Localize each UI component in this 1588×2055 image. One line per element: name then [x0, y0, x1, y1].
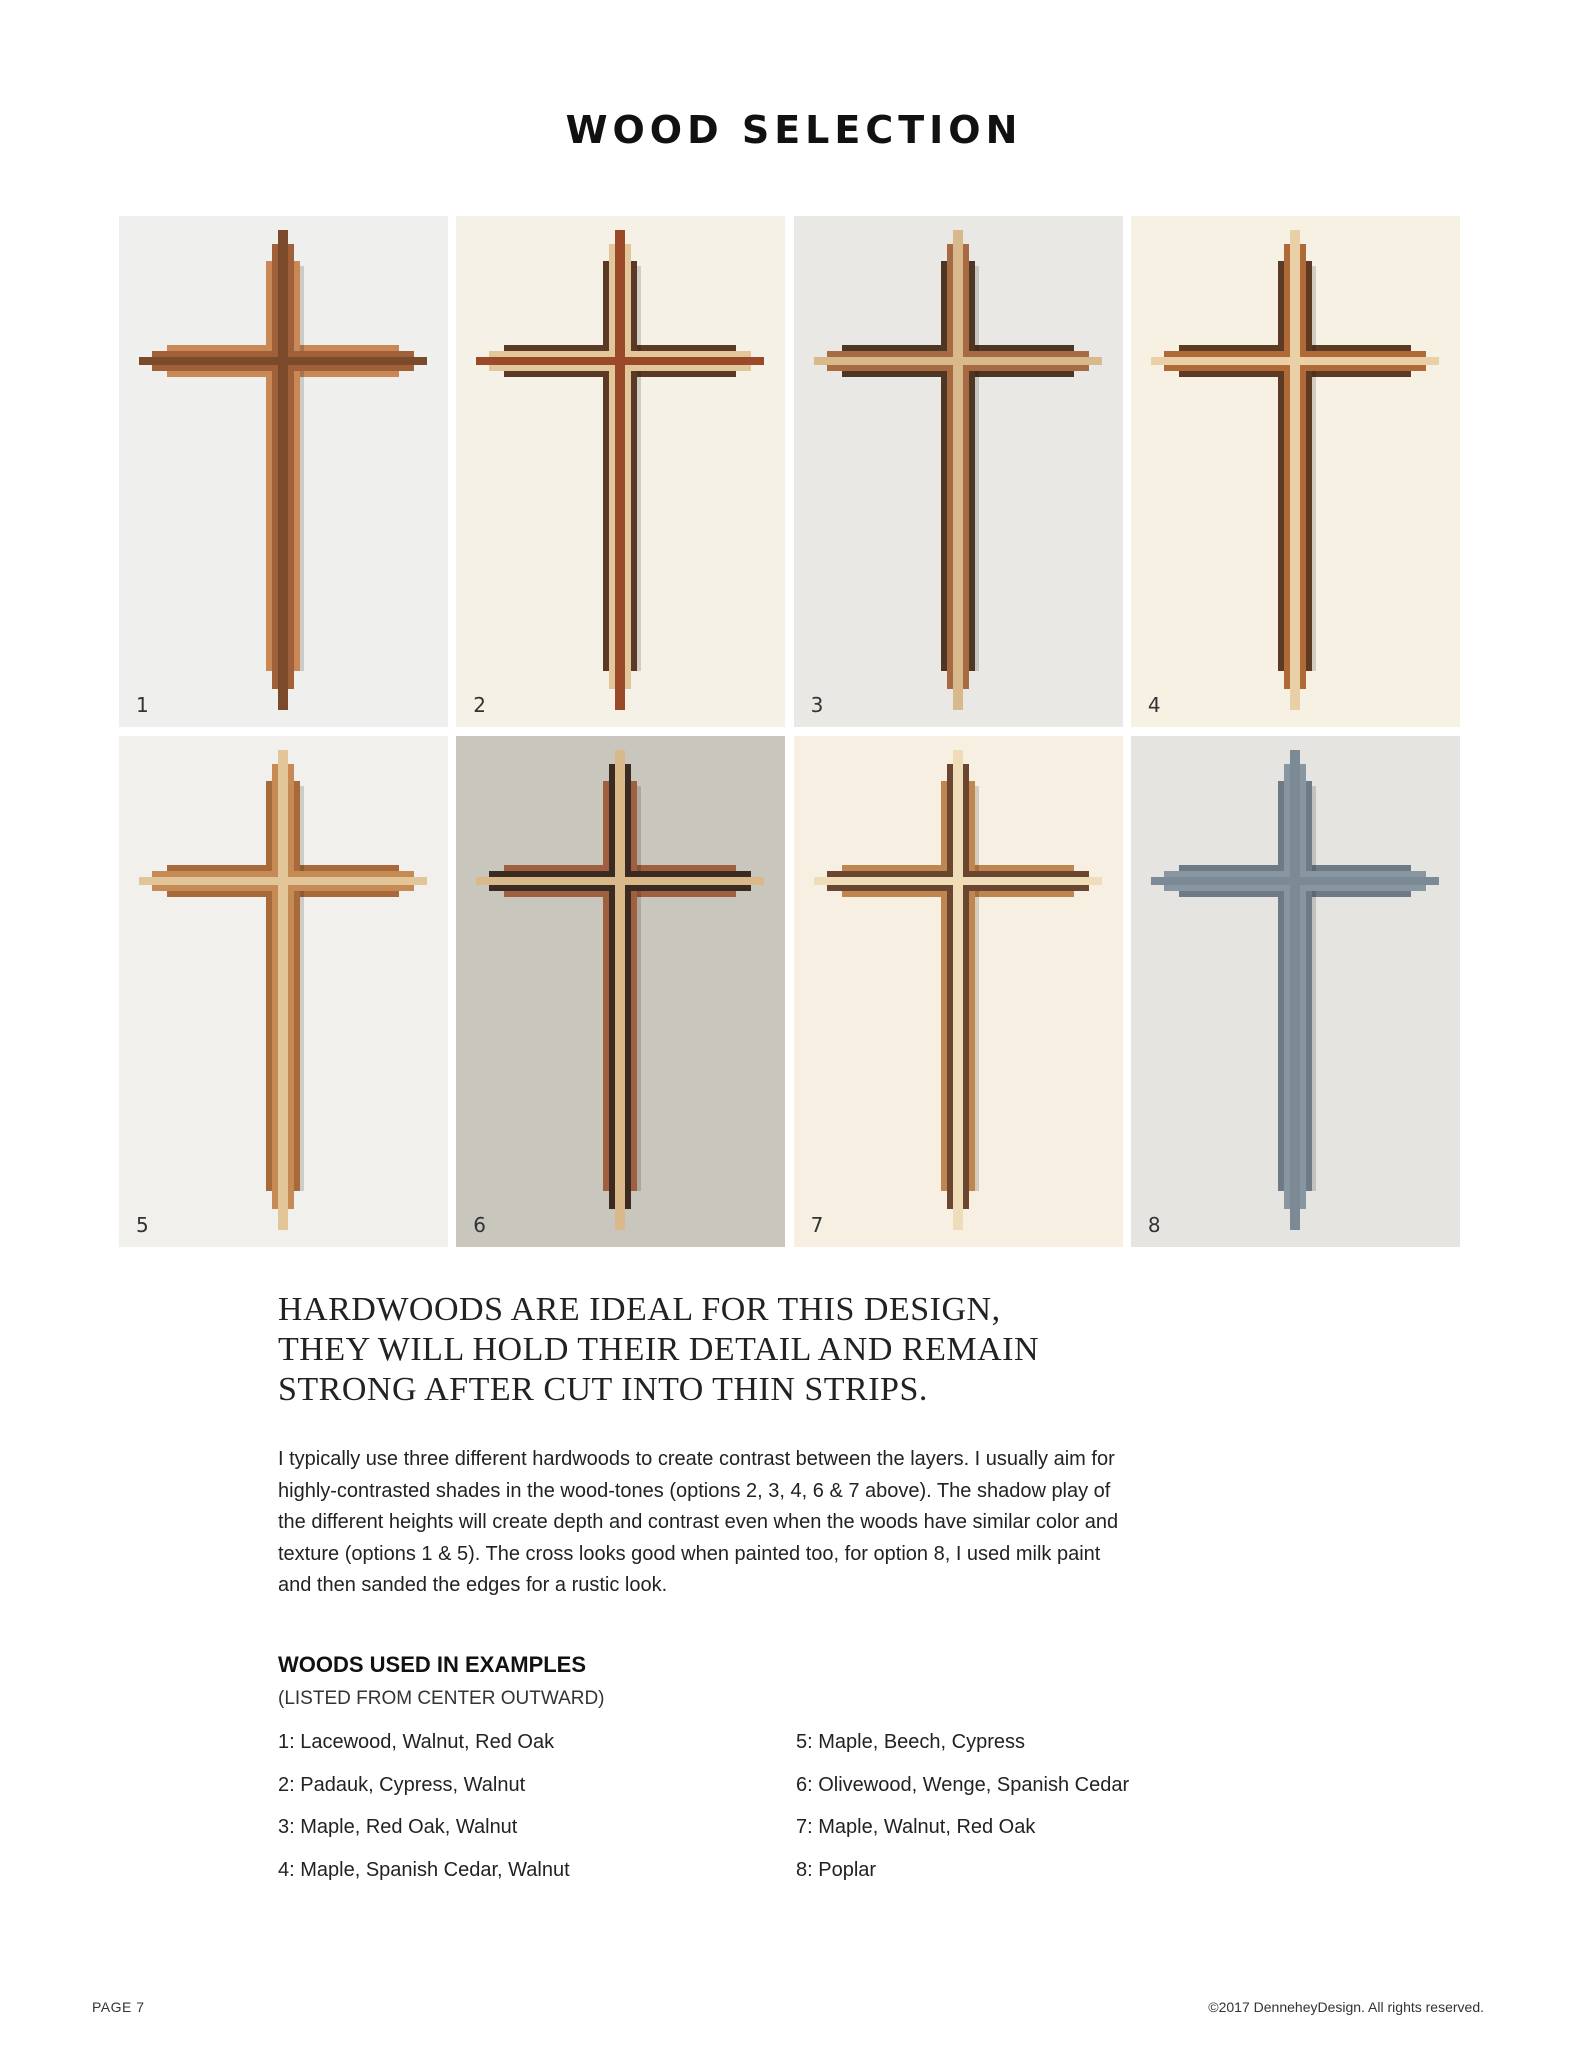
- body-line: highly-contrasted shades in the wood-tones (options 2, 3, 4, 6 & 7 above). The shadow play of: [278, 1479, 1111, 1502]
- body-line: texture (options 1 & 5). The cross looks good when painted too, for option 8, I used milk paint: [278, 1542, 1101, 1565]
- cross-photo-1: [119, 216, 448, 727]
- cross-illustration: [119, 736, 448, 1247]
- woods-list-item: 7: Maple, Walnut, Red Oak: [796, 1816, 1036, 1838]
- woods-subheading: (LISTED FROM CENTER OUTWARD): [278, 1688, 605, 1709]
- cross-illustration: [1131, 736, 1460, 1247]
- cross-illustration: [794, 736, 1123, 1247]
- cross-layer-inner-horizontal: [1151, 357, 1439, 365]
- cross-layer-inner-vertical: [615, 750, 625, 1230]
- cross-layer-inner-horizontal: [476, 877, 764, 885]
- cross-photo-7: [794, 736, 1123, 1247]
- woods-list-item: 2: Padauk, Cypress, Walnut: [278, 1773, 526, 1796]
- woods-heading: WOODS USED IN EXAMPLES: [278, 1652, 587, 1677]
- cross-layer-inner-horizontal: [139, 357, 427, 365]
- cross-layer-inner-vertical: [615, 230, 625, 710]
- woods-list-right: [796, 1728, 1129, 1898]
- cross-layer-inner-vertical: [1290, 230, 1300, 710]
- cross-shadow: [300, 266, 304, 671]
- cross-illustration: [119, 216, 448, 727]
- woods-list-item: 1: Lacewood, Walnut, Red Oak: [278, 1731, 555, 1753]
- cross-layer-inner-vertical: [278, 230, 288, 710]
- woods-list-item: 6: Olivewood, Wenge, Spanish Cedar: [796, 1773, 1130, 1796]
- page-number: PAGE 7: [92, 1999, 145, 2015]
- woods-list-item: 4: Maple, Spanish Cedar, Walnut: [278, 1858, 570, 1881]
- photo-number: 3: [810, 693, 824, 717]
- cross-photo-8: [1131, 736, 1460, 1247]
- cross-layer-inner-vertical: [278, 750, 288, 1230]
- cross-layer-inner-horizontal: [1151, 877, 1439, 885]
- cross-illustration: [456, 216, 785, 727]
- cross-layer-inner-vertical: [1290, 750, 1300, 1230]
- headline-line: HARDWOODS ARE IDEAL FOR THIS DESIGN,: [278, 1291, 1001, 1328]
- copyright: ©2017 DenneheyDesign. All rights reserved.: [1208, 1999, 1484, 2015]
- cross-layer-inner-vertical: [953, 230, 963, 710]
- cross-photo-4: [1131, 216, 1460, 727]
- body-paragraph: [278, 1444, 1238, 1602]
- cross-shadow: [975, 786, 979, 1191]
- cross-shadow: [300, 786, 304, 1191]
- body-line: I typically use three different hardwoods to create contrast between the layers. I usually aim for: [278, 1448, 1115, 1470]
- cross-illustration: [794, 216, 1123, 727]
- cross-layer-inner-horizontal: [476, 357, 764, 365]
- cross-photo-6: [456, 736, 785, 1247]
- photo-number: 7: [810, 1213, 824, 1237]
- cross-shadow: [637, 266, 641, 671]
- cross-shadow: [1312, 786, 1316, 1191]
- cross-photo-5: [119, 736, 448, 1247]
- photo-number: 4: [1147, 693, 1161, 717]
- cross-illustration: [456, 736, 785, 1247]
- headline-line: STRONG AFTER CUT INTO THIN STRIPS.: [278, 1371, 928, 1408]
- woods-list-left: [278, 1728, 570, 1898]
- headline: [278, 1290, 1178, 1410]
- cross-layer-inner-vertical: [953, 750, 963, 1230]
- photo-grid: [119, 216, 1461, 1247]
- body-line: the different heights will create depth and contrast even when the woods have similar color and: [278, 1511, 1119, 1534]
- cross-shadow: [637, 786, 641, 1191]
- body-line: and then sanded the edges for a rustic look.: [278, 1574, 668, 1597]
- headline-line: THEY WILL HOLD THEIR DETAIL AND REMAIN: [278, 1331, 1040, 1368]
- photo-number: 2: [473, 693, 487, 717]
- photo-number: 6: [473, 1213, 487, 1237]
- woods-list-item: 8: Poplar: [796, 1858, 877, 1881]
- cross-layer-inner-horizontal: [139, 877, 427, 885]
- photo-number: 1: [136, 693, 149, 717]
- photo-number: 8: [1147, 1213, 1161, 1237]
- cross-layer-inner-horizontal: [814, 877, 1102, 885]
- woods-list-item: 5: Maple, Beech, Cypress: [796, 1731, 1025, 1753]
- cross-shadow: [1312, 266, 1316, 671]
- cross-layer-inner-horizontal: [814, 357, 1102, 365]
- cross-photo-3: [794, 216, 1123, 727]
- cross-illustration: [1131, 216, 1460, 727]
- woods-list-item: 3: Maple, Red Oak, Walnut: [278, 1816, 518, 1838]
- page-title: WOOD SELECTION: [565, 108, 1023, 152]
- cross-shadow: [975, 266, 979, 671]
- cross-photo-2: [456, 216, 785, 727]
- photo-number: 5: [136, 1213, 149, 1237]
